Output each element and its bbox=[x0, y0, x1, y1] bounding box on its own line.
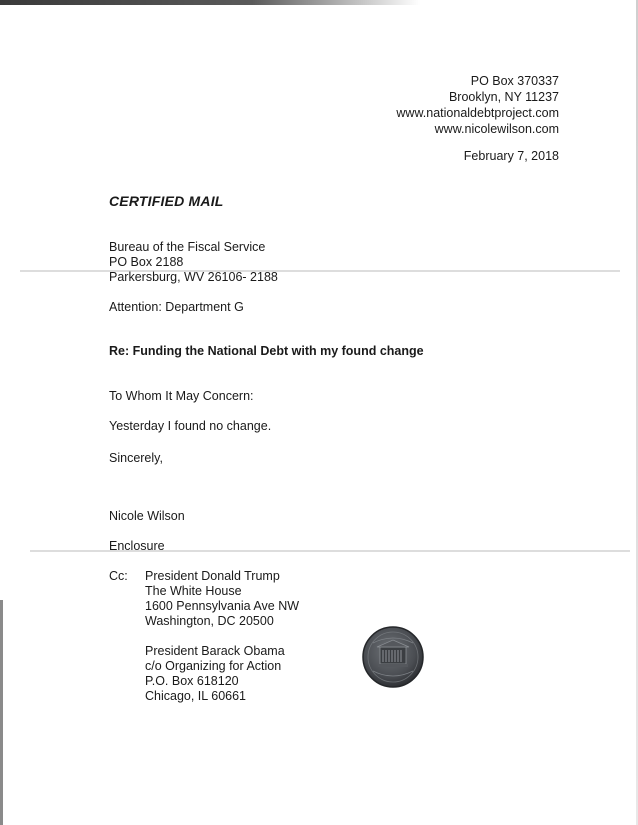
sender-address bbox=[396, 73, 559, 137]
subject-line: Re: Funding the National Debt with my found change bbox=[109, 344, 424, 358]
sender-website: www.nationaldebtproject.com bbox=[396, 106, 559, 120]
enclosure-note: Enclosure bbox=[109, 539, 165, 553]
scan-edge-top bbox=[0, 0, 420, 5]
cc-line: Washington, DC 20500 bbox=[145, 614, 274, 628]
sender-po-box: PO Box 370337 bbox=[470, 74, 559, 88]
cc-recipient bbox=[145, 644, 285, 704]
cc-line: Chicago, IL 60661 bbox=[145, 689, 247, 703]
cc-line: President Barack Obama bbox=[145, 644, 285, 658]
cc-line: President Donald Trump bbox=[145, 569, 280, 583]
signer-name: Nicole Wilson bbox=[109, 509, 185, 523]
cc-line: c/o Organizing for Action bbox=[145, 659, 282, 673]
mail-type-heading: CERTIFIED MAIL bbox=[109, 193, 224, 209]
salutation: To Whom It May Concern: bbox=[109, 389, 254, 403]
closing: Sincerely, bbox=[109, 451, 163, 465]
recipient-city: Parkersburg, WV 26106- 2188 bbox=[109, 270, 278, 284]
recipient-po-box: PO Box 2188 bbox=[109, 255, 184, 269]
cc-label: Cc: bbox=[109, 569, 128, 583]
cc-line: P.O. Box 618120 bbox=[145, 674, 239, 688]
cc-recipient bbox=[145, 569, 299, 629]
letter-body: Yesterday I found no change. bbox=[109, 419, 272, 433]
cc-line: The White House bbox=[145, 584, 242, 598]
penny-coin-image bbox=[361, 625, 425, 689]
recipient-name: Bureau of the Fiscal Service bbox=[109, 240, 266, 254]
recipient-address bbox=[109, 240, 278, 285]
sender-website-personal: www.nicolewilson.com bbox=[434, 122, 559, 136]
cc-line: 1600 Pennsylvania Ave NW bbox=[145, 599, 300, 613]
scan-edge-left bbox=[0, 600, 3, 825]
letter-date: February 7, 2018 bbox=[463, 149, 559, 163]
sender-city: Brooklyn, NY 11237 bbox=[448, 90, 559, 104]
attention-line: Attention: Department G bbox=[109, 300, 244, 314]
